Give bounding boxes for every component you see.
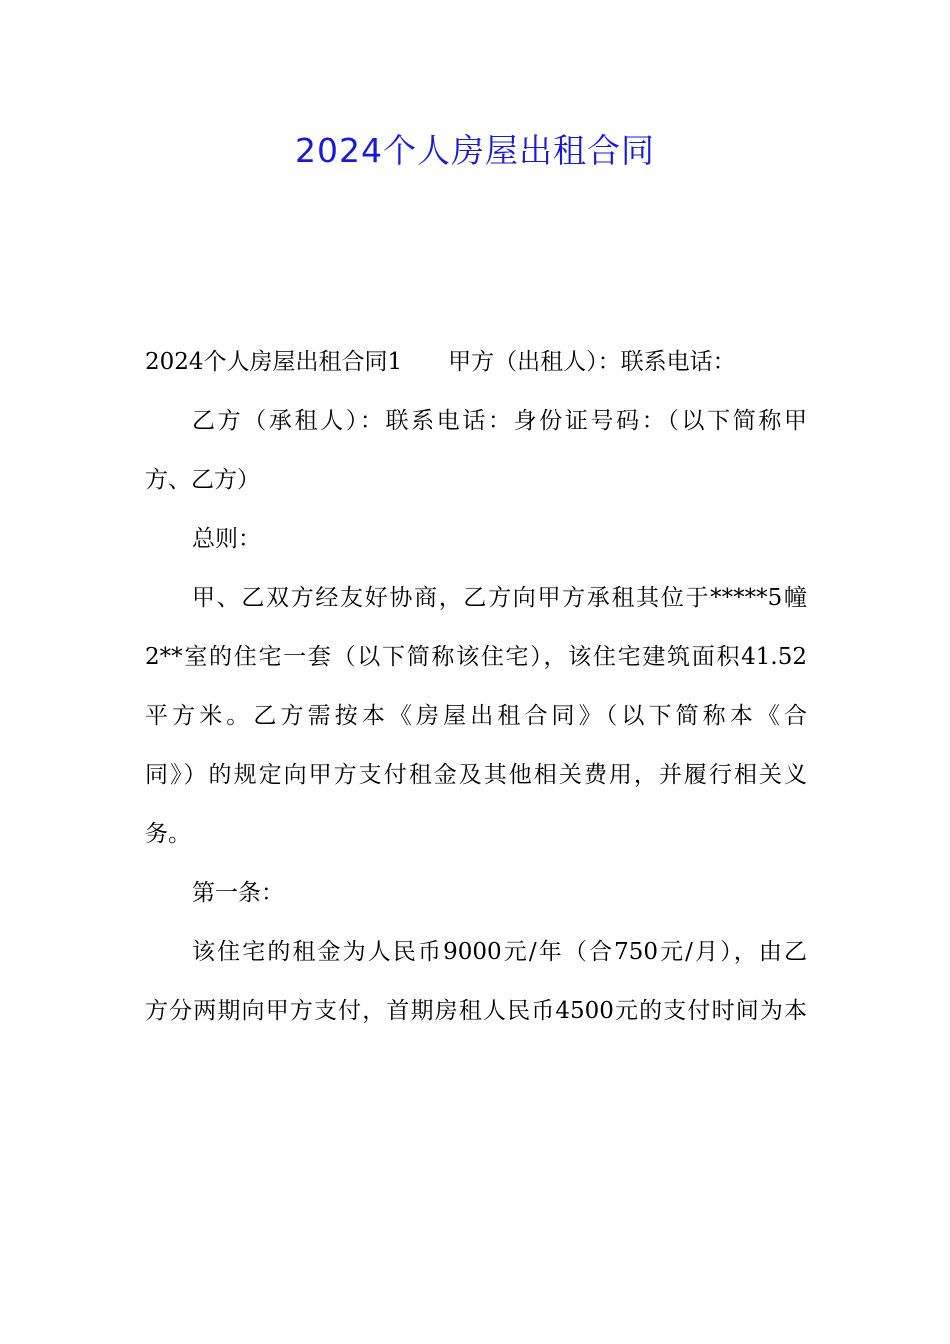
section-heading-article-1: 第一条： — [192, 880, 284, 906]
paragraph-line: 甲、乙双方经友好协商，乙方向甲方承租其位于*****5幢 — [192, 585, 807, 611]
paragraph-line: 2**室的住宅一套（以下简称该住宅），该住宅建筑面积41.52 — [145, 644, 807, 670]
section-heading-general: 总则： — [192, 526, 261, 552]
line-parties-b: 乙方（承租人）：联系电话：身份证号码：（以下简称甲 — [192, 408, 807, 434]
line-parties-a: 2024个人房屋出租合同1 甲方（出租人）：联系电话： — [145, 349, 736, 375]
paragraph-line: 方分两期向甲方支付，首期房租人民币4500元的支付时间为本 — [145, 998, 807, 1024]
line-parties-b-cont: 方、乙方） — [145, 467, 260, 493]
document-body — [145, 333, 807, 1041]
document-title: 2024个人房屋出租合同 — [295, 131, 655, 170]
paragraph-line: 同》）的规定向甲方支付租金及其他相关费用，并履行相关义 — [145, 762, 807, 788]
paragraph-line: 务。 — [145, 821, 191, 847]
paragraph-line: 平方米。乙方需按本《房屋出租合同》（以下简称本《合 — [145, 703, 807, 729]
paragraph-line: 该住宅的租金为人民币9000元/年（合750元/月），由乙 — [192, 939, 807, 965]
